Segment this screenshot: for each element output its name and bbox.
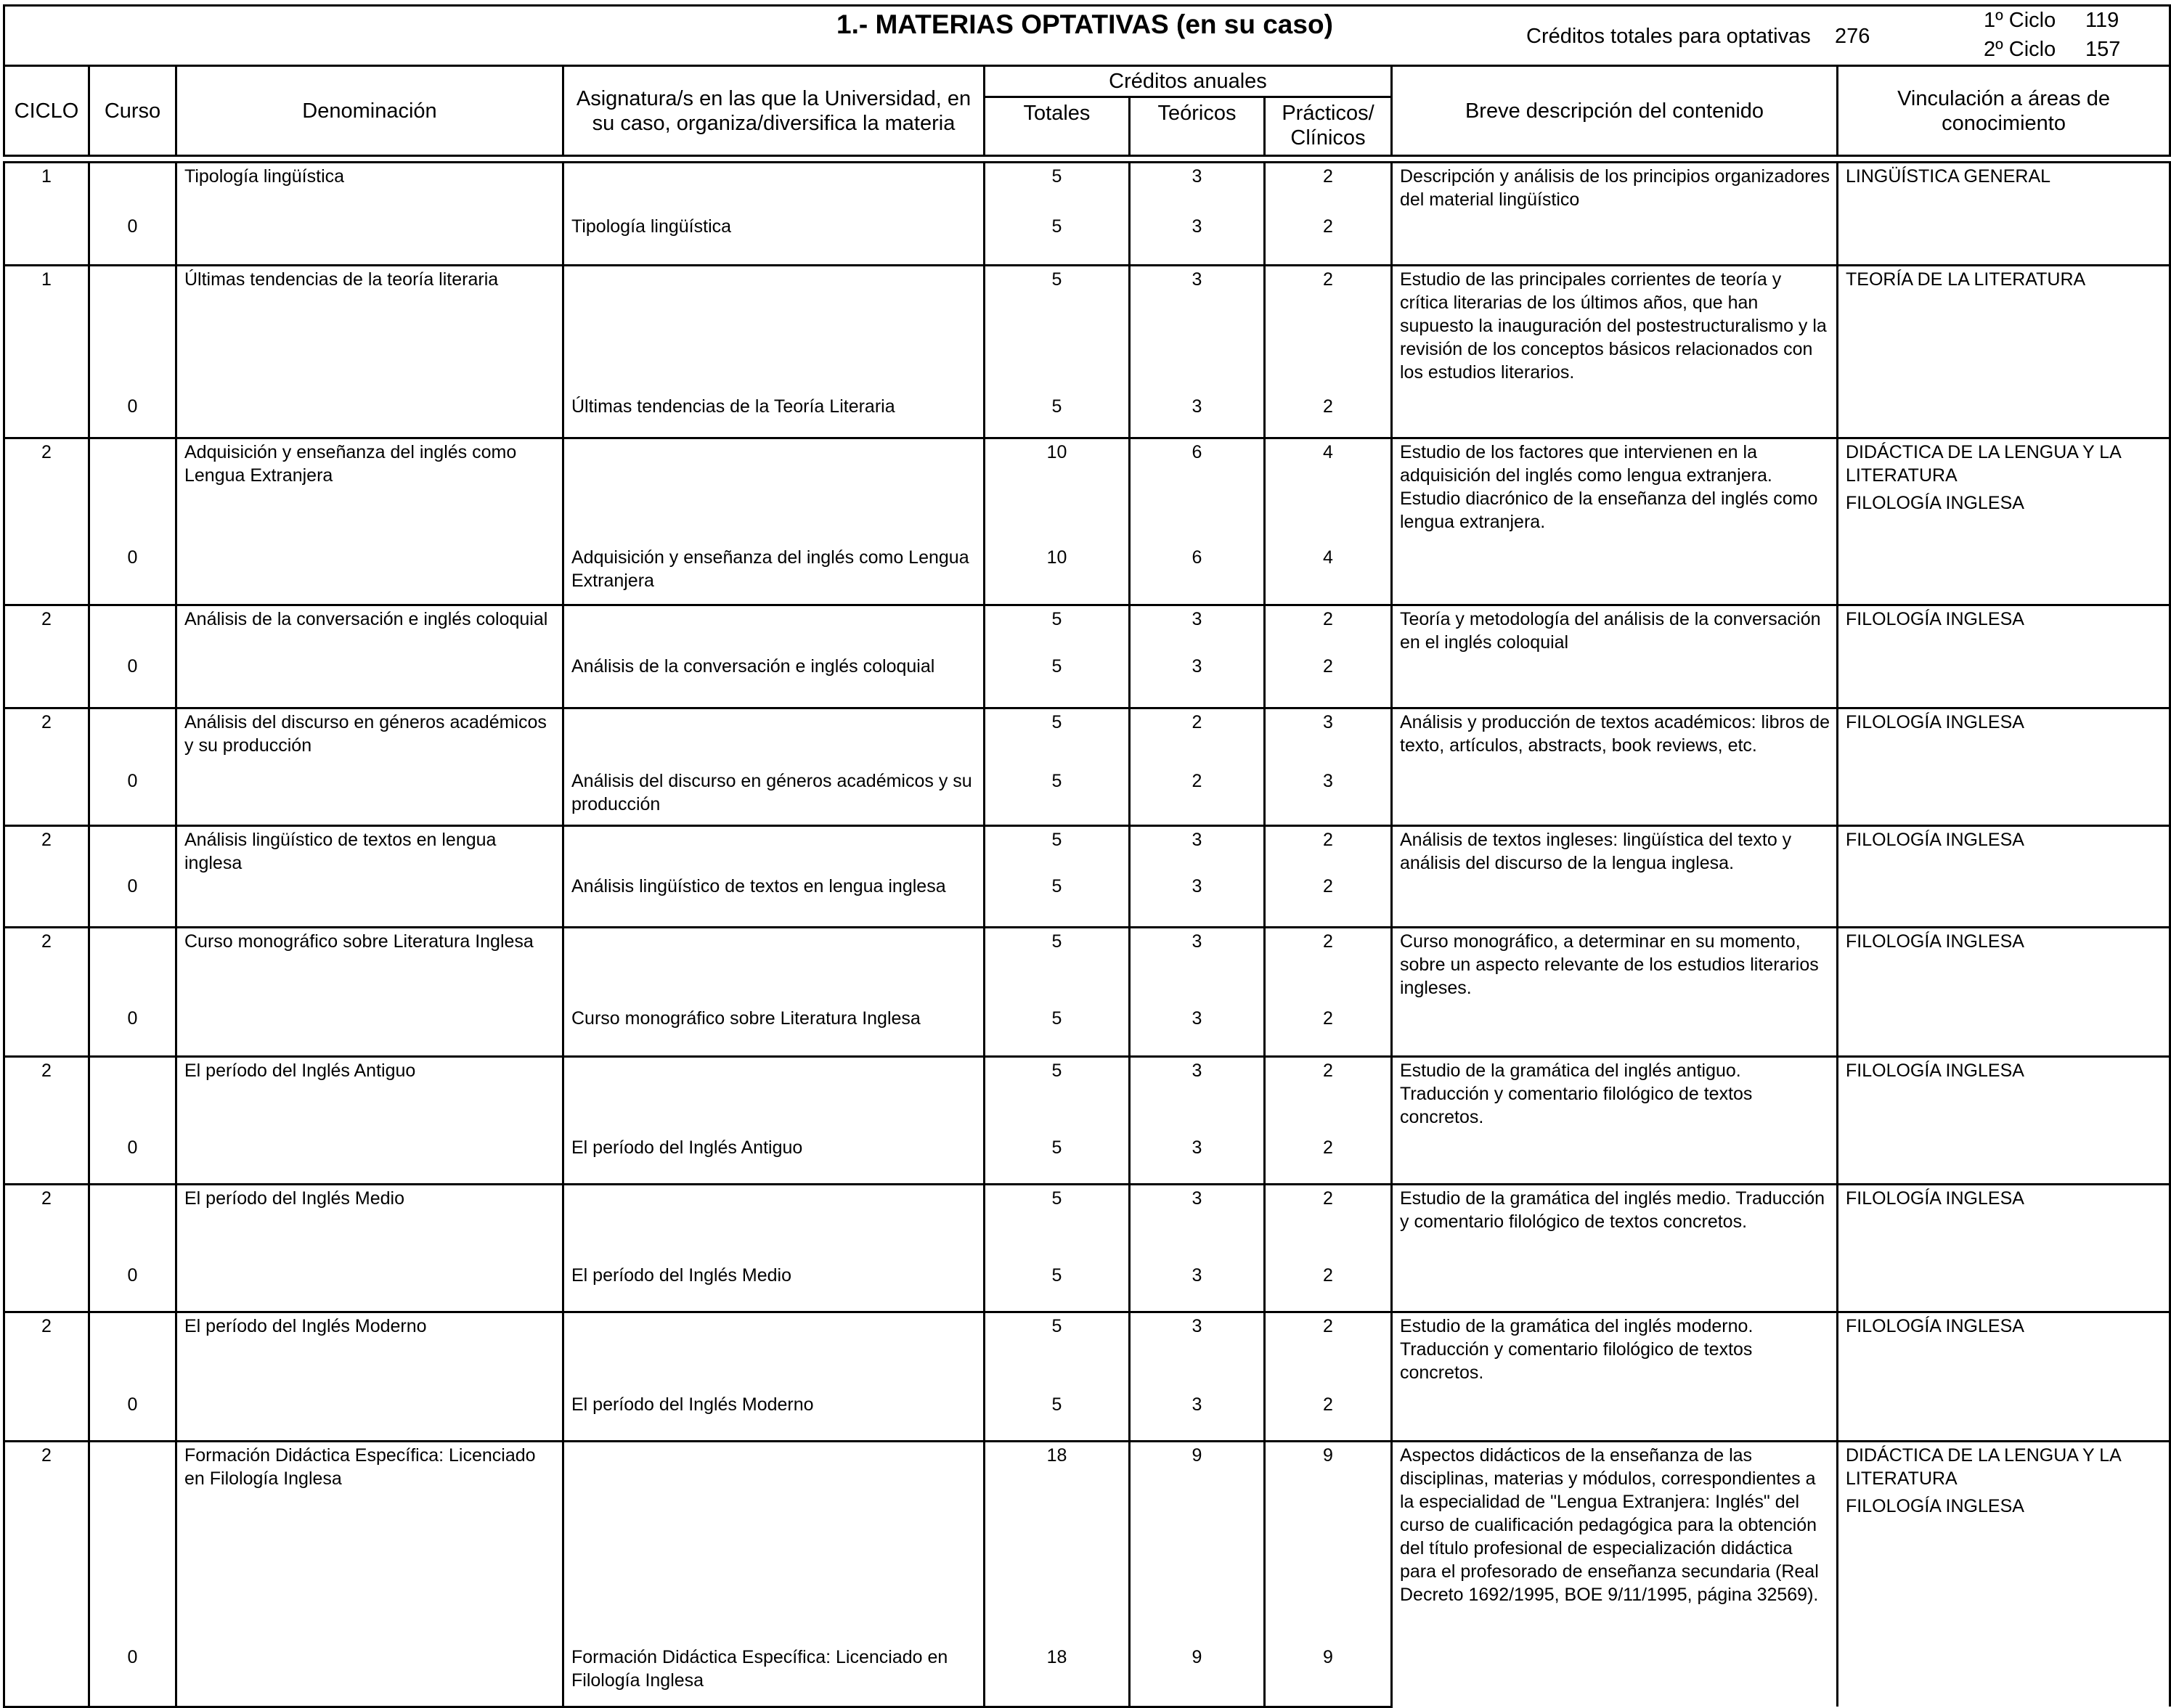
denominacion-cell: Formación Didáctica Específica: Licenciado en Filología Inglesa xyxy=(176,1441,563,1646)
teoricos-cell: 2 xyxy=(1130,708,1265,769)
curso-cell-empty xyxy=(89,1441,176,1646)
denominacion-cell-empty xyxy=(176,1136,563,1184)
denominacion-cell: Análisis de la conversación e inglés coloquial xyxy=(176,605,563,655)
asignatura-cell: Tipología lingüística xyxy=(563,215,985,266)
asignatura-cell: Análisis lingüístico de textos en lengua inglesa xyxy=(563,875,985,927)
materia-row xyxy=(4,605,2170,655)
totales-cell: 5 xyxy=(985,826,1130,875)
totales-cell: 10 xyxy=(985,438,1130,546)
asignatura-teoricos-cell: 3 xyxy=(1130,1393,1265,1441)
practicos-cell: 2 xyxy=(1265,266,1392,395)
practicos-cell: 2 xyxy=(1265,163,1392,215)
curso-cell-empty xyxy=(89,1312,176,1393)
asignatura-practicos-cell: 2 xyxy=(1265,1264,1392,1312)
curso-cell-empty xyxy=(89,708,176,769)
asignatura-practicos-cell: 2 xyxy=(1265,1007,1392,1056)
asignatura-cell: El período del Inglés Moderno xyxy=(563,1393,985,1441)
ciclo-cell-empty xyxy=(4,769,89,826)
practicos-cell: 2 xyxy=(1265,927,1392,1007)
denominacion-cell: Últimas tendencias de la teoría literaria xyxy=(176,266,563,395)
materia-row xyxy=(4,1056,2170,1136)
teoricos-cell: 3 xyxy=(1130,927,1265,1007)
col-header-descripcion: Breve descripción del contenido xyxy=(1392,66,1838,156)
teoricos-cell: 3 xyxy=(1130,826,1265,875)
denominacion-cell: Tipología lingüística xyxy=(176,163,563,215)
practicos-cell: 2 xyxy=(1265,605,1392,655)
area-conocimiento: FILOLOGÍA INGLESA xyxy=(1846,609,2024,629)
creditos-totales-label: Créditos totales para optativas xyxy=(1526,25,1811,48)
descripcion-cell: Estudio de la gramática del inglés medio. Traducción y comentario filológico de textos concretos. xyxy=(1392,1184,1838,1312)
creditos-totales-value: 276 xyxy=(1835,25,1870,48)
ciclo-2-value: 157 xyxy=(2085,38,2121,61)
asignatura-teoricos-cell: 3 xyxy=(1130,215,1265,266)
denominacion-cell: Adquisición y enseñanza del inglés como Lengua Extranjera xyxy=(176,438,563,546)
ciclo-cell-empty xyxy=(4,875,89,927)
denominacion-cell: Análisis del discurso en géneros académicos y su producción xyxy=(176,708,563,769)
ciclo-cell: 2 xyxy=(4,1056,89,1136)
materia-row xyxy=(4,163,2170,215)
curso-cell: 0 xyxy=(89,1646,176,1707)
materias-table xyxy=(3,161,2171,1708)
practicos-cell: 4 xyxy=(1265,438,1392,546)
denominacion-cell-empty xyxy=(176,655,563,708)
asignatura-practicos-cell: 4 xyxy=(1265,546,1392,605)
asignatura-totales-cell: 5 xyxy=(985,1264,1130,1312)
ciclo-cell: 2 xyxy=(4,927,89,1007)
ciclo-cell-empty xyxy=(4,1007,89,1056)
totales-cell: 18 xyxy=(985,1441,1130,1646)
ciclo-cell-empty xyxy=(4,1264,89,1312)
ciclo-cell: 2 xyxy=(4,1312,89,1393)
ciclo-cell: 2 xyxy=(4,1184,89,1264)
ciclo-cell-empty xyxy=(4,1136,89,1184)
vinculacion-cell xyxy=(1838,1312,2170,1441)
curso-cell: 0 xyxy=(89,215,176,266)
asignatura-teoricos-cell: 6 xyxy=(1130,546,1265,605)
col-header-denominacion: Denominación xyxy=(176,66,563,156)
col-header-ciclo: CICLO xyxy=(4,66,89,156)
asignatura-practicos-cell: 2 xyxy=(1265,1136,1392,1184)
denominacion-cell: El período del Inglés Medio xyxy=(176,1184,563,1264)
descripcion-cell: Análisis de textos ingleses: lingüística del texto y análisis del discurso de la lengua inglesa. xyxy=(1392,826,1838,928)
asignatura-cell-empty xyxy=(563,1056,985,1136)
materia-row xyxy=(4,1441,2170,1646)
teoricos-cell: 3 xyxy=(1130,163,1265,215)
ciclo-cell: 2 xyxy=(4,438,89,546)
descripcion-cell: Estudio de las principales corrientes de teoría y crítica literarias de los últimos años, que han supuesto la inauguración del postestructuralismo y la revisión de los conceptos básicos relacionados con los estudios literarios. xyxy=(1392,266,1838,438)
materia-row xyxy=(4,708,2170,769)
curso-cell: 0 xyxy=(89,1264,176,1312)
vinculacion-cell xyxy=(1838,927,2170,1056)
area-conocimiento: TEORÍA DE LA LITERATURA xyxy=(1846,269,2086,290)
area-conocimiento: FILOLOGÍA INGLESA xyxy=(1846,1495,2024,1516)
asignatura-totales-cell: 5 xyxy=(985,395,1130,438)
asignatura-cell-empty xyxy=(563,605,985,655)
asignatura-cell: Análisis del discurso en géneros académicos y su producción xyxy=(563,769,985,826)
vinculacion-cell xyxy=(1838,163,2170,266)
asignatura-totales-cell: 10 xyxy=(985,546,1130,605)
ciclo-1-label: 1º Ciclo xyxy=(1984,9,2056,32)
materia-row xyxy=(4,1184,2170,1264)
ciclo-cell-empty xyxy=(4,655,89,708)
area-conocimiento: FILOLOGÍA INGLESA xyxy=(1846,712,2024,732)
asignatura-cell-empty xyxy=(563,1441,985,1646)
col-header-totales: Totales xyxy=(985,97,1130,156)
curso-cell: 0 xyxy=(89,1136,176,1184)
ciclo-cell-empty xyxy=(4,1646,89,1707)
curso-cell: 0 xyxy=(89,546,176,605)
area-conocimiento: FILOLOGÍA INGLESA xyxy=(1846,1315,2024,1336)
totales-cell: 5 xyxy=(985,1312,1130,1393)
totales-cell: 5 xyxy=(985,1184,1130,1264)
denominacion-cell: Curso monográfico sobre Literatura Inglesa xyxy=(176,927,563,1007)
ciclo-cell: 1 xyxy=(4,266,89,395)
col-header-curso: Curso xyxy=(89,66,176,156)
asignatura-totales-cell: 5 xyxy=(985,769,1130,826)
asignatura-teoricos-cell: 3 xyxy=(1130,395,1265,438)
denominacion-cell-empty xyxy=(176,1646,563,1707)
asignatura-practicos-cell: 3 xyxy=(1265,769,1392,826)
ciclo-cell: 1 xyxy=(4,163,89,215)
vinculacion-cell xyxy=(1838,708,2170,826)
descripcion-cell: Análisis y producción de textos académicos: libros de texto, artículos, abstracts, book reviews, etc. xyxy=(1392,708,1838,826)
ciclo-2-label: 2º Ciclo xyxy=(1984,38,2056,61)
asignatura-practicos-cell: 9 xyxy=(1265,1646,1392,1707)
ciclo-cell-empty xyxy=(4,215,89,266)
asignatura-cell-empty xyxy=(563,826,985,875)
denominacion-cell-empty xyxy=(176,1264,563,1312)
asignatura-cell: Análisis de la conversación e inglés coloquial xyxy=(563,655,985,708)
curso-cell: 0 xyxy=(89,875,176,927)
area-conocimiento: FILOLOGÍA INGLESA xyxy=(1846,1060,2024,1081)
vinculacion-cell xyxy=(1838,605,2170,708)
denominacion-cell: Análisis lingüístico de textos en lengua inglesa xyxy=(176,826,563,875)
descripcion-cell: Estudio de la gramática del inglés antiguo. Traducción y comentario filológico de textos concretos. xyxy=(1392,1056,1838,1184)
col-header-teoricos: Teóricos xyxy=(1130,97,1265,156)
page-title: 1.- MATERIAS OPTATIVAS (en su caso) xyxy=(836,9,1333,39)
curso-cell-empty xyxy=(89,1184,176,1264)
totales-cell: 5 xyxy=(985,163,1130,215)
totales-cell: 5 xyxy=(985,1056,1130,1136)
asignatura-cell-empty xyxy=(563,927,985,1007)
curso-cell: 0 xyxy=(89,1007,176,1056)
teoricos-cell: 3 xyxy=(1130,1184,1265,1264)
practicos-cell: 2 xyxy=(1265,1056,1392,1136)
materia-row xyxy=(4,438,2170,546)
area-conocimiento: FILOLOGÍA INGLESA xyxy=(1846,493,2024,513)
title-bar xyxy=(4,6,2170,66)
practicos-cell: 2 xyxy=(1265,1312,1392,1393)
descripcion-cell: Descripción y análisis de los principios organizadores del material lingüístico xyxy=(1392,163,1838,266)
asignatura-practicos-cell: 2 xyxy=(1265,875,1392,927)
practicos-cell: 2 xyxy=(1265,826,1392,875)
asignatura-cell-empty xyxy=(563,438,985,546)
teoricos-cell: 3 xyxy=(1130,266,1265,395)
asignatura-cell: El período del Inglés Antiguo xyxy=(563,1136,985,1184)
asignatura-cell: Curso monográfico sobre Literatura Inglesa xyxy=(563,1007,985,1056)
ciclo-cell: 2 xyxy=(4,1441,89,1646)
asignatura-cell-empty xyxy=(563,266,985,395)
asignatura-totales-cell: 5 xyxy=(985,1136,1130,1184)
asignatura-cell: Últimas tendencias de la Teoría Literaria xyxy=(563,395,985,438)
vinculacion-cell xyxy=(1838,266,2170,438)
asignatura-totales-cell: 5 xyxy=(985,875,1130,927)
descripcion-cell: Aspectos didácticos de la enseñanza de las disciplinas, materias y módulos, correspondientes a la especialidad de "Lengua Extranjera: Inglés" del curso de cualificación pedagógica para la obtención del título profesional de especialización didáctica para el profesorado de enseñanza secundaria (Real Decreto 1692/1995, BOE 9/11/1995, página 32569). xyxy=(1392,1441,1838,1707)
denominacion-cell-empty xyxy=(176,546,563,605)
asignatura-cell: Formación Didáctica Específica: Licenciado en Filología Inglesa xyxy=(563,1646,985,1707)
curso-cell: 0 xyxy=(89,1393,176,1441)
totales-cell: 5 xyxy=(985,266,1130,395)
asignatura-teoricos-cell: 2 xyxy=(1130,769,1265,826)
asignatura-cell-empty xyxy=(563,163,985,215)
asignatura-cell-empty xyxy=(563,708,985,769)
curso-cell-empty xyxy=(89,1056,176,1136)
vinculacion-cell xyxy=(1838,438,2170,605)
area-conocimiento: DIDÁCTICA DE LA LENGUA Y LA LITERATURA xyxy=(1846,1445,2121,1489)
curso-cell: 0 xyxy=(89,655,176,708)
vinculacion-cell xyxy=(1838,1441,2170,1707)
curso-cell-empty xyxy=(89,927,176,1007)
asignatura-cell-empty xyxy=(563,1312,985,1393)
asignatura-teoricos-cell: 3 xyxy=(1130,875,1265,927)
col-header-asignatura: Asignatura/s en las que la Universidad, en su caso, organiza/diversifica la materia xyxy=(563,66,985,156)
asignatura-totales-cell: 5 xyxy=(985,655,1130,708)
curso-cell: 0 xyxy=(89,395,176,438)
curso-cell-empty xyxy=(89,826,176,875)
practicos-cell: 3 xyxy=(1265,708,1392,769)
area-conocimiento: LINGÜÍSTICA GENERAL xyxy=(1846,166,2051,187)
curso-cell-empty xyxy=(89,605,176,655)
denominacion-cell: El período del Inglés Antiguo xyxy=(176,1056,563,1136)
materia-row xyxy=(4,826,2170,875)
asignatura-totales-cell: 18 xyxy=(985,1646,1130,1707)
col-header-practicos: Prácticos/ Clínicos xyxy=(1265,97,1392,156)
asignatura-practicos-cell: 2 xyxy=(1265,215,1392,266)
curso-cell-empty xyxy=(89,438,176,546)
asignatura-teoricos-cell: 3 xyxy=(1130,1264,1265,1312)
denominacion-cell-empty xyxy=(176,395,563,438)
curso-cell-empty xyxy=(89,266,176,395)
descripcion-cell: Teoría y metodología del análisis de la conversación en el inglés coloquial xyxy=(1392,605,1838,708)
ciclo-cell: 2 xyxy=(4,826,89,875)
teoricos-cell: 3 xyxy=(1130,605,1265,655)
area-conocimiento: FILOLOGÍA INGLESA xyxy=(1846,1188,2024,1209)
table-header xyxy=(3,4,2171,157)
asignatura-cell-empty xyxy=(563,1184,985,1264)
asignatura-teoricos-cell: 3 xyxy=(1130,1136,1265,1184)
denominacion-cell-empty xyxy=(176,1393,563,1441)
materia-row xyxy=(4,266,2170,395)
ciclo-cell-empty xyxy=(4,395,89,438)
denominacion-cell-empty xyxy=(176,1007,563,1056)
area-conocimiento: DIDÁCTICA DE LA LENGUA Y LA LITERATURA xyxy=(1846,442,2121,486)
asignatura-cell: Adquisición y enseñanza del inglés como Lengua Extranjera xyxy=(563,546,985,605)
teoricos-cell: 9 xyxy=(1130,1441,1265,1646)
materia-row xyxy=(4,1312,2170,1393)
col-header-creditos-anuales: Créditos anuales xyxy=(985,66,1392,97)
asignatura-teoricos-cell: 3 xyxy=(1130,655,1265,708)
descripcion-cell: Curso monográfico, a determinar en su momento, sobre un aspecto relevante de los estudios literarios ingleses. xyxy=(1392,927,1838,1056)
col-header-vinculacion: Vinculación a áreas de conocimiento xyxy=(1838,66,2170,156)
asignatura-practicos-cell: 2 xyxy=(1265,655,1392,708)
asignatura-practicos-cell: 2 xyxy=(1265,395,1392,438)
ciclo-1-value: 119 xyxy=(2085,9,2119,32)
ciclo-cell-empty xyxy=(4,546,89,605)
ciclo-cell: 2 xyxy=(4,708,89,769)
teoricos-cell: 3 xyxy=(1130,1056,1265,1136)
vinculacion-cell xyxy=(1838,826,2170,928)
denominacion-cell: El período del Inglés Moderno xyxy=(176,1312,563,1393)
practicos-cell: 2 xyxy=(1265,1184,1392,1264)
vinculacion-cell xyxy=(1838,1184,2170,1312)
curso-cell-empty xyxy=(89,163,176,215)
totales-cell: 5 xyxy=(985,927,1130,1007)
descripcion-cell: Estudio de la gramática del inglés moderno. Traducción y comentario filológico de textos concretos. xyxy=(1392,1312,1838,1441)
totales-cell: 5 xyxy=(985,708,1130,769)
denominacion-cell-empty xyxy=(176,215,563,266)
teoricos-cell: 6 xyxy=(1130,438,1265,546)
asignatura-totales-cell: 5 xyxy=(985,215,1130,266)
ciclo-cell: 2 xyxy=(4,605,89,655)
area-conocimiento: FILOLOGÍA INGLESA xyxy=(1846,931,2024,952)
asignatura-cell: El período del Inglés Medio xyxy=(563,1264,985,1312)
descripcion-cell: Estudio de los factores que intervienen en la adquisición del inglés como lengua extranjera. Estudio diacrónico de la enseñanza del inglés como lengua extranjera. xyxy=(1392,438,1838,605)
totales-cell: 5 xyxy=(985,605,1130,655)
denominacion-cell-empty xyxy=(176,769,563,826)
ciclo-cell-empty xyxy=(4,1393,89,1441)
teoricos-cell: 3 xyxy=(1130,1312,1265,1393)
denominacion-cell-empty xyxy=(176,875,563,927)
asignatura-teoricos-cell: 9 xyxy=(1130,1646,1265,1707)
area-conocimiento: FILOLOGÍA INGLESA xyxy=(1846,830,2024,850)
materia-row xyxy=(4,927,2170,1007)
asignatura-totales-cell: 5 xyxy=(985,1393,1130,1441)
practicos-cell: 9 xyxy=(1265,1441,1392,1646)
asignatura-totales-cell: 5 xyxy=(985,1007,1130,1056)
curso-cell: 0 xyxy=(89,769,176,826)
vinculacion-cell xyxy=(1838,1056,2170,1184)
asignatura-practicos-cell: 2 xyxy=(1265,1393,1392,1441)
asignatura-teoricos-cell: 3 xyxy=(1130,1007,1265,1056)
